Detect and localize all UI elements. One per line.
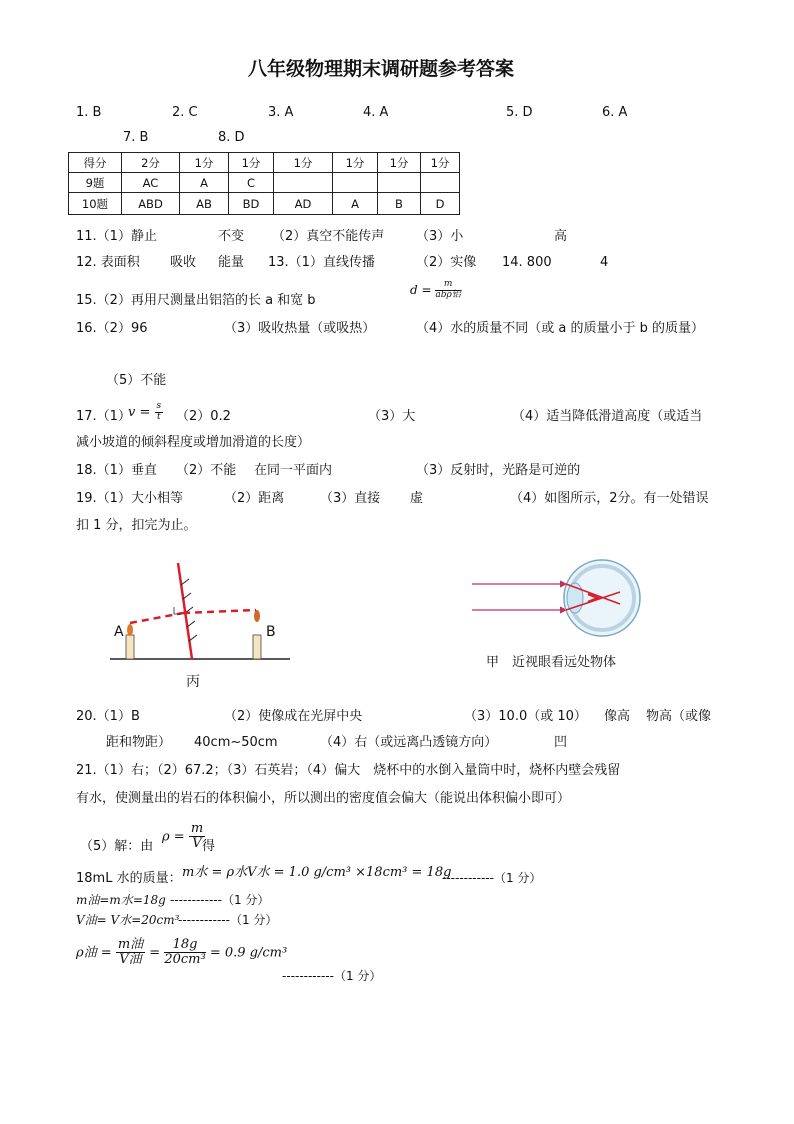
table-cell: 1分 <box>274 153 333 173</box>
table-cell: 9题 <box>69 173 122 193</box>
table-cell: 1分 <box>421 153 460 173</box>
table-cell: 得分 <box>69 153 122 173</box>
q12-part3: 能量 <box>218 255 245 270</box>
q18-part1: 18.（1）垂直 <box>76 463 157 478</box>
q11-part3: （2）真空不能传声 <box>272 229 385 244</box>
table-cell: A <box>180 173 229 193</box>
q21-oil-mass: m油=m水=18g <box>76 893 166 907</box>
formula-lhs: ρ = <box>162 829 185 845</box>
mirror-line <box>178 563 192 659</box>
q17-part5: 减小坡道的倾斜程度或增加滑道的长度） <box>76 435 311 450</box>
q18-part2: （2）不能 <box>176 463 237 478</box>
q17-part1: 17.（1） <box>76 409 131 424</box>
q16-part3: （4）水的质量不同（或 a 的质量小于 b 的质量） <box>416 321 705 336</box>
q17-formula <box>128 402 163 423</box>
table-cell: AD <box>274 193 333 215</box>
q21-score-4: ------------（1 分） <box>282 969 382 983</box>
q20-part2: （2）使像成在光屏中央 <box>224 709 363 724</box>
table-cell <box>421 173 460 193</box>
q20-part8: （4）右（或远离凸透镜方向） <box>320 735 498 750</box>
q21-line2: 有水，使测量出的岩石的体积偏小，所以测出的密度值会偏大（能说出体积偏小即可） <box>76 791 571 806</box>
q11-part5: 高 <box>554 229 568 244</box>
q13-part1: 13.（1）直线传播 <box>268 255 375 270</box>
q13-part2: （2）实像 <box>416 255 477 270</box>
q17-part4: （4）适当降低滑道高度（或适当 <box>512 409 703 424</box>
q19-part2: （2）距离 <box>224 491 285 506</box>
answer-q1: 1. B <box>76 105 102 120</box>
q18-part3: 在同一平面内 <box>254 463 333 478</box>
table-cell: BD <box>229 193 274 215</box>
table-cell: 1分 <box>333 153 378 173</box>
q21-score-3: ------------（1 分） <box>178 913 278 927</box>
score-table <box>68 152 460 215</box>
formula-denominator: t <box>157 411 161 422</box>
q19-part4: 虚 <box>410 491 424 506</box>
q20-part4: 像高 <box>604 709 631 724</box>
table-cell: AB <box>180 193 229 215</box>
q19-part6: 扣 1 分，扣完为止。 <box>76 518 197 533</box>
q21-water-mass-formula: m水 = ρ水V水 = 1.0 g/cm³ ×18cm³ = 18g <box>182 865 452 880</box>
q15-text: 15.（2）再用尺测量出铝箔的长 a 和宽 b <box>76 293 316 308</box>
q20-part1: 20.（1）B <box>76 709 140 724</box>
q18-part4: （3）反射时，光路是可逆的 <box>416 463 581 478</box>
q21-line1: 21.（1）右；（2）67.2；（3）石英岩；（4）偏大 烧杯中的水倒入量筒中时，烧杯内壁会残留 <box>76 763 621 778</box>
page-title: 八年级物理期末调研题参考答案 <box>248 58 515 80</box>
q20-part3: （3）10.0（或 10） <box>464 709 587 724</box>
q17-part3: （3）大 <box>368 409 416 424</box>
q16-part2: （3）吸收热量（或吸热） <box>224 321 376 336</box>
table-cell: AC <box>122 173 180 193</box>
formula-denominator: V <box>192 836 202 852</box>
table-cell <box>274 173 333 193</box>
formula-numerator: m油 <box>117 937 144 952</box>
reflected-ray <box>183 610 256 613</box>
flame-a <box>127 624 133 636</box>
q21-score-2: ------------（1 分） <box>170 893 270 907</box>
answer-q5: 5. D <box>506 105 533 120</box>
q21-oil-density-formula: ρ油 = $\frac{\text{m油}}{\text{V油}}$ = $\frac{18g}{\text{20cm³}}$ = 0.9 g/cm³ <box>76 937 288 968</box>
table-cell <box>333 173 378 193</box>
formula-numerator: s <box>156 401 162 411</box>
q14-part1: 14. 800 <box>502 255 552 270</box>
q19-part3: （3）直接 <box>320 491 381 506</box>
table-cell: ABD <box>122 193 180 215</box>
answer-q7: 7. B <box>123 130 149 145</box>
answer-q8: 8. D <box>218 130 245 145</box>
q21-score-1: ------------（1 分） <box>442 871 542 885</box>
q14-part2: 4 <box>600 255 609 270</box>
formula-denominator: 20cm³ <box>164 952 206 968</box>
table-row <box>69 193 460 215</box>
answer-q2: 2. C <box>172 105 198 120</box>
q11-part2: 不变 <box>218 229 245 244</box>
image-flame <box>254 610 260 622</box>
q11-part4: （3）小 <box>416 229 464 244</box>
label-a: A <box>114 624 124 640</box>
candle-a <box>126 635 134 659</box>
q20-part9: 凹 <box>554 735 568 750</box>
table-cell: 1分 <box>229 153 274 173</box>
q17-part2: （2）0.2 <box>176 409 231 424</box>
formula-denominator: V油 <box>119 952 142 968</box>
formula-numerator: m <box>435 280 460 291</box>
q21-solution-tail: 得 <box>202 839 216 854</box>
q12-part1: 12. 表面积 <box>76 255 140 270</box>
q15-formula <box>410 280 461 301</box>
density-formula <box>162 822 205 852</box>
figure-caption-left: 丙 <box>186 674 200 690</box>
q21-oil-volume: V油= V水=20cm³ <box>76 913 180 927</box>
formula-lhs: ρ油 = <box>76 945 112 961</box>
incident-ray <box>130 613 183 623</box>
answer-q6: 6. A <box>602 105 628 120</box>
table-cell: 2分 <box>122 153 180 173</box>
formula-lhs: v = <box>128 404 151 420</box>
table-row <box>69 173 460 193</box>
table-header-row <box>69 153 460 173</box>
formula-numerator: 18g <box>164 938 205 953</box>
table-cell: A <box>333 193 378 215</box>
q21-water-mass-label: 18mL 水的质量： <box>76 871 182 886</box>
q20-part6: 距和物距） <box>106 735 172 750</box>
q11-part1: 11.（1）静止 <box>76 229 157 244</box>
table-cell: 1分 <box>180 153 229 173</box>
q19-part5: （4）如图所示，2分。有一处错误 <box>510 491 709 506</box>
formula-result: = 0.9 g/cm³ <box>209 945 288 961</box>
figure-caption-right: 甲 近视眼看远处物体 <box>486 655 617 670</box>
formula-denominator: abρ铝 <box>435 289 461 300</box>
table-cell: 10题 <box>69 193 122 215</box>
answer-q3: 3. A <box>268 105 294 120</box>
q16-part4: （5）不能 <box>106 373 167 388</box>
table-cell: C <box>229 173 274 193</box>
candle-b <box>253 635 261 659</box>
table-cell: B <box>378 193 421 215</box>
q21-solution-intro: （5）解：由 <box>80 839 154 854</box>
answer-q4: 4. A <box>363 105 389 120</box>
table-cell <box>378 173 421 193</box>
q20-part7: 40cm~50cm <box>194 735 278 750</box>
myopia-eye-diagram <box>470 558 660 658</box>
table-cell: 1分 <box>378 153 421 173</box>
formula-numerator: m <box>190 821 204 836</box>
q12-part2: 吸收 <box>170 255 197 270</box>
table-cell: D <box>421 193 460 215</box>
q16-part1: 16.（2）96 <box>76 321 148 336</box>
q20-part5: 物高（或像 <box>646 709 712 724</box>
q19-part1: 19.（1）大小相等 <box>76 491 183 506</box>
label-b: B <box>266 624 276 640</box>
formula-lhs: d = <box>410 282 432 297</box>
